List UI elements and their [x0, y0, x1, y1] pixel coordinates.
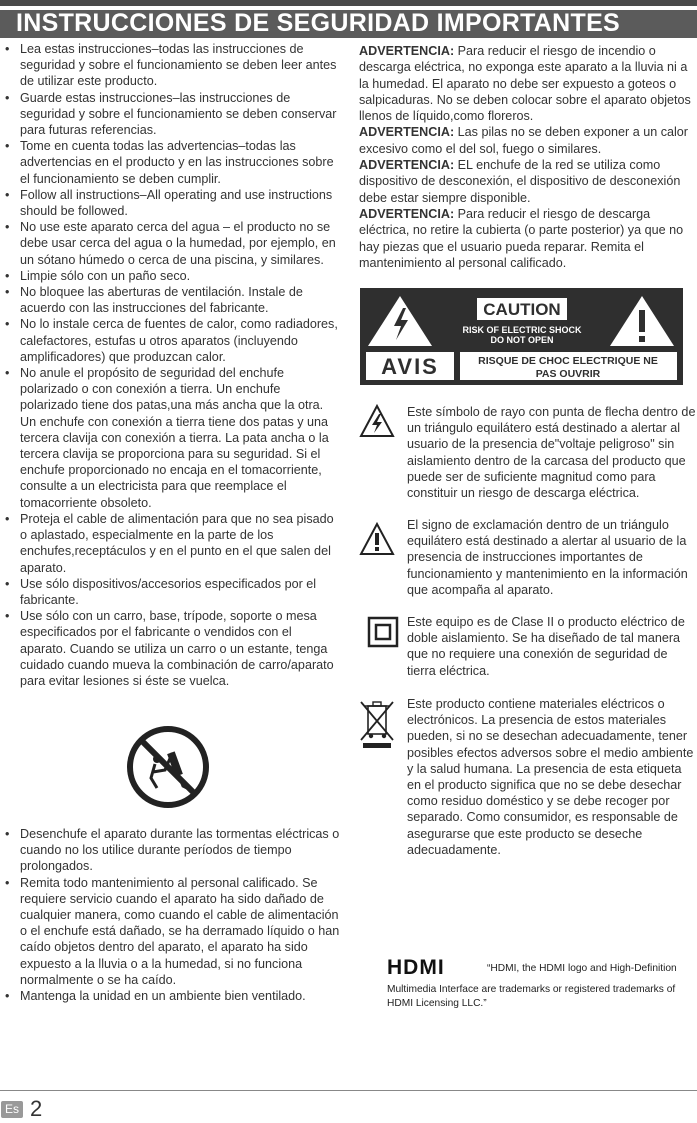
warning-label: ADVERTENCIA: [359, 206, 455, 221]
hdmi-logo [387, 957, 482, 977]
warning-text: EL enchufe de la red se utiliza como dispositivo de desconexión, el dispositivo de desconexión debe estar siempre disponible. [359, 158, 681, 205]
page-number: 2 [30, 1096, 43, 1121]
list-item: • Proteja el cable de alimentación para que no sea pisado o aplastado, especialmente en la parte de los enchufes,receptáculos y en el punto en el que salen del aparato. [0, 511, 340, 576]
list-item: • No lo instale cerca de fuentes de calor, como radiadores, calefactores, estufas u otros aparatos (incluyendo amplificadores) que produzcan calor. [0, 316, 340, 365]
warning-text: Para reducir el riesgo de descarga eléctrica, no retire la cubierta (o parte posterior) ya que no hay piezas que el usuario pueda reparar. Remita el mantenimiento al personal calificado. [359, 206, 684, 270]
class-ii-icon [367, 616, 399, 648]
hdmi-trademark-line-1: “HDMI, the HDMI logo and High-Definition [487, 963, 677, 974]
top-rule [0, 0, 697, 6]
risk-en-1: RISK OF ELECTRIC SHOCK [462, 325, 582, 335]
list-item: • Limpie sólo con un paño seco. [0, 268, 340, 284]
weee-bin-icon [359, 698, 395, 750]
symbol-text: Este símbolo de rayo con punta de flecha dentro de un triángulo equilátero está destinado a alertar al usuario de la presencia de"voltaje peligroso" sin aislamiento dentro de la carcasa del producto que puede ser de suficiente magnitud como para constituir un riesgo de descarga eléctrica. [407, 405, 696, 501]
warning-paragraph [359, 206, 697, 271]
svg-text:HDMI: HDMI [387, 957, 445, 977]
symbol-row [359, 404, 697, 504]
caution-word: CAUTION [483, 300, 561, 319]
lightning-triangle-icon [359, 404, 395, 438]
safety-list [0, 41, 340, 689]
list-item: • Use sólo dispositivos/accesorios especificados por el fabricante. [0, 576, 340, 608]
list-item: • Remita todo mantenimiento al personal calificado. Se requiere servicio cuando el aparato ha sido dañado de cualquier manera, como cuando el cable de alimentación o el enchufe está dañado, se ha derramado líquido o han caído objetos dentro del aparato, el aparato ha sido expuesto a la lluvia o a la humedad, si no funciona normalmente o se ha caído. [0, 875, 340, 988]
list-item: • No use este aparato cerca del agua – el producto no se debe usar cerca del agua o la humedad, por ejemplo, en un sótano húmedo o cerca de una piscina, y similares. [0, 219, 340, 268]
list-item: • Guarde estas instrucciones–las instrucciones de seguridad y sobre el funcionamiento se deben conservar para futuras referencias. [0, 90, 340, 139]
risk-fr-2: PAS OUVRIR [535, 368, 601, 380]
language-badge: Es [1, 1101, 23, 1118]
list-item: • Desenchufe el aparato durante las tormentas eléctricas o cuando no los utilice durante períodos de tiempo prolongados. [0, 826, 340, 875]
symbol-row [359, 696, 697, 856]
symbol-text: Este equipo es de Clase II o producto eléctrico de doble aislamiento. Se ha diseñado de tal manera que no requiere una conexión de seguridad de tierra eléctrica. [407, 615, 685, 678]
risk-en-2: DO NOT OPEN [490, 335, 554, 345]
risk-fr-1: RISQUE DE CHOC ELECTRIQUE NE [478, 355, 658, 367]
warning-text: Para reducir el riesgo de incendio o descarga eléctrica, no exponga este aparato a la lluvia ni a la humedad. El aparato no debe ser expuesto a goteos o salpicaduras. No se deben colocar sobre el aparato objetos llenos de líquido,como floreros. [359, 44, 691, 124]
list-item: • Mantenga la unidad en un ambiente bien ventilado. [0, 988, 340, 1004]
cart-tipover-icon [127, 726, 209, 808]
symbol-row [359, 517, 697, 607]
warning-paragraph [359, 157, 697, 206]
warning-paragraph [359, 124, 697, 157]
symbol-row [359, 614, 697, 684]
footer-rule [0, 1090, 697, 1091]
list-item: • No anule el propósito de seguridad del enchufe polarizado o con conexión a tierra. Un enchufe polarizado tiene dos patas,una más ancha que la otra. Un enchufe con conexión a tierra tiene dos patas y una tercera clavija con conexión a tierra. La pata ancha o la tercera clavija se proporciona para su seguridad. Si el enchufe proporcionado no encaja en el tomacorriente, consulte a un electricista para que reemplace el tomacorriente obsoleto. [0, 365, 340, 511]
left-column-2 [0, 826, 340, 1004]
exclamation-triangle-icon [359, 522, 395, 556]
list-item: • Tome en cuenta todas las advertencias–todas las advertencias en el producto y en las instrucciones sobre el funcionamiento se deben cumplir. [0, 138, 340, 187]
left-column [0, 41, 340, 689]
safety-list-2 [0, 826, 340, 1004]
list-item: • Follow all instructions–All operating and use instructions should be followed. [0, 187, 340, 219]
symbol-text: El signo de exclamación dentro de un triángulo equilátero está destinado a alertar al usuario de la presencia de instrucciones importantes de funcionamiento y mantenimiento en la información que acompaña al aparato. [407, 518, 688, 597]
list-item: • Use sólo con un carro, base, trípode, soporte o mesa especificados por el fabricante o vendidos con el aparato. Cuando se utiliza un carro o un estante, tenga cuidado cuando mueva la combinación de carro/aparato para evitar lesiones si éste se vuelca. [0, 608, 340, 689]
list-item: • Lea estas instrucciones–todas las instrucciones de seguridad y sobre el funcionamiento se deben leer antes de utilizar este producto. [0, 41, 340, 90]
warning-label: ADVERTENCIA: [359, 158, 455, 173]
warnings-block [359, 43, 697, 271]
warning-paragraph [359, 43, 697, 124]
warning-label: ADVERTENCIA: [359, 44, 455, 58]
warning-label: ADVERTENCIA: [359, 125, 455, 140]
caution-label [360, 288, 683, 385]
hdmi-trademark-line-2: Multimedia Interface are trademarks or registered trademarks of HDMI Licensing LLC.” [387, 984, 676, 1009]
avis-word: AVIS [381, 354, 439, 379]
warning-text: Las pilas no se deben exponer a un calor excesivo como el del sol, fuego o similares. [359, 125, 689, 156]
list-item: • No bloquee las aberturas de ventilación. Instale de acuerdo con las instrucciones del fabricante. [0, 284, 340, 316]
symbol-text: Este producto contiene materiales eléctricos o electrónicos. La presencia de estos materiales pueden, si no se desechan adecuadamente, tener posibles efectos adversos sobre el medio ambiente y la salud humana. La presencia de esta etiqueta en el producto significa que no se debe desechar como residuo doméstico y se debe recoger por separado. Como consumidor, es responsable de asegurarse que este producto se deseche adecuadamente. [407, 697, 694, 857]
page-title: INSTRUCCIONES DE SEGURIDAD IMPORTANTES [16, 9, 621, 37]
